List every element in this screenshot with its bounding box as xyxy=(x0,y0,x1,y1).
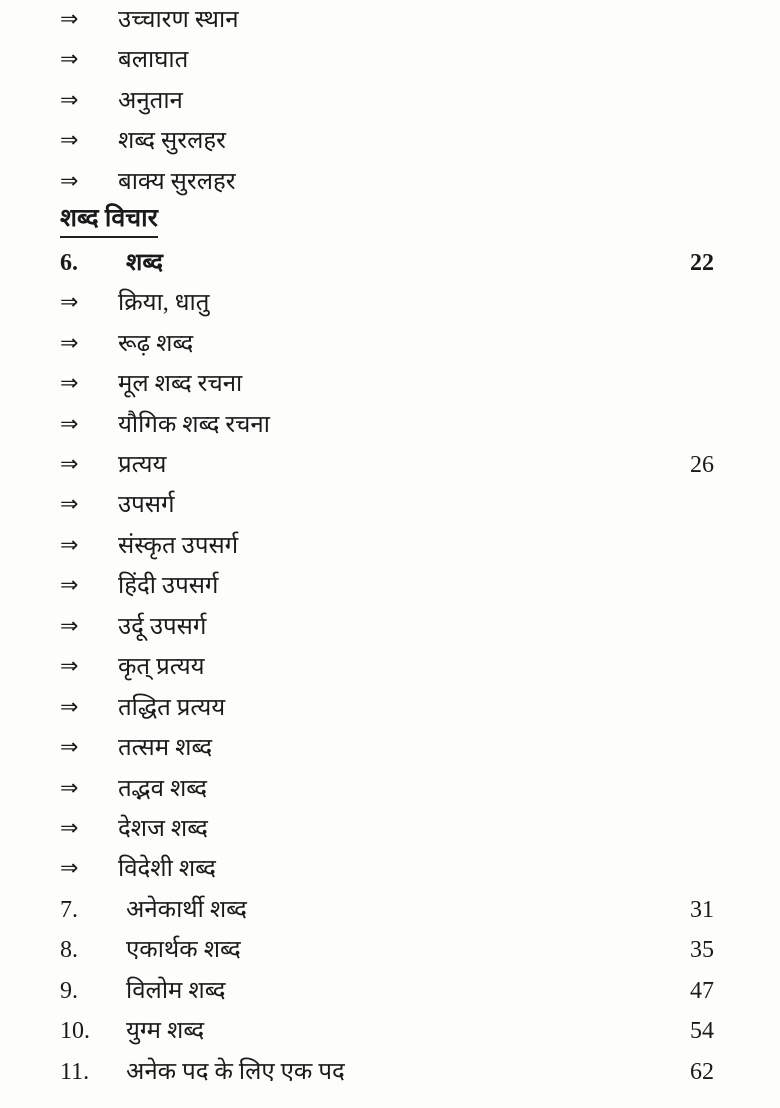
double-arrow-icon: ⇒ xyxy=(60,290,79,316)
toc-subtopic-entry xyxy=(0,81,780,121)
page-number: 35 xyxy=(690,937,714,964)
toc-subtopic-entry xyxy=(0,809,780,849)
entry-title: एकार्थक शब्द xyxy=(126,937,241,964)
section-heading xyxy=(0,202,780,242)
double-arrow-icon: ⇒ xyxy=(60,411,79,437)
entry-title: उच्चारण स्थान xyxy=(118,7,239,33)
chapter-number: 7. xyxy=(60,896,78,923)
toc-chapter-entry xyxy=(0,1052,780,1092)
chapter-number: 11. xyxy=(60,1058,90,1085)
toc-subtopic-entry xyxy=(0,364,780,404)
section-heading-label: शब्द विचार xyxy=(60,202,158,238)
entry-title: मूल शब्द रचना xyxy=(118,371,243,398)
double-arrow-icon: ⇒ xyxy=(60,87,79,113)
double-arrow-icon: ⇒ xyxy=(60,816,79,841)
chapter-number: 8. xyxy=(60,937,78,964)
toc-chapter-entry xyxy=(0,971,780,1011)
entry-title: शब्द xyxy=(126,249,164,276)
double-arrow-icon: ⇒ xyxy=(60,371,79,397)
entry-title: क्रिया, धातु xyxy=(118,290,210,317)
entry-title: युग्म शब्द xyxy=(126,1018,205,1045)
toc-subtopic-entry xyxy=(0,40,780,80)
double-arrow-icon: ⇒ xyxy=(60,775,79,801)
entry-title: विलोम शब्द xyxy=(126,977,226,1004)
toc-subtopic-entry xyxy=(0,283,780,323)
page-number: 54 xyxy=(690,1018,714,1045)
double-arrow-icon: ⇒ xyxy=(60,573,79,599)
entry-title: तद्धित प्रत्यय xyxy=(118,694,226,721)
entry-title: अनेकार्थी शब्द xyxy=(126,896,247,923)
page-number: 62 xyxy=(690,1058,714,1085)
entry-title: अनेक पद के लिए एक पद xyxy=(126,1058,345,1085)
double-arrow-icon: ⇒ xyxy=(60,128,79,154)
entry-title: कृत् प्रत्यय xyxy=(118,654,205,681)
toc-subtopic-entry xyxy=(0,566,780,606)
toc-subtopic-entry xyxy=(0,0,780,40)
toc-chapter-entry xyxy=(0,1011,780,1051)
double-arrow-icon: ⇒ xyxy=(60,47,79,73)
toc-subtopic-entry xyxy=(0,162,780,202)
toc-subtopic-entry xyxy=(0,728,780,768)
double-arrow-icon: ⇒ xyxy=(60,735,79,761)
double-arrow-icon: ⇒ xyxy=(60,492,79,518)
entry-title: अनुतान xyxy=(118,87,183,114)
entry-title: हिंदी उपसर्ग xyxy=(118,573,219,600)
toc-chapter-entry xyxy=(0,243,780,283)
entry-title: तत्सम शब्द xyxy=(118,735,213,762)
chapter-number: 10. xyxy=(60,1018,90,1045)
entry-title: तद्भव शब्द xyxy=(118,775,208,802)
entry-title: उपसर्ग xyxy=(118,492,175,519)
page-number: 47 xyxy=(690,977,714,1004)
entry-title: यौगिक शब्द रचना xyxy=(118,411,270,438)
entry-title: विदेशी शब्द xyxy=(118,856,216,883)
entry-title: शब्द सुरलहर xyxy=(118,128,226,155)
entry-title: रूढ़ शब्द xyxy=(118,330,194,357)
entry-title: बाक्य सुरलहर xyxy=(118,168,236,195)
toc-subtopic-entry xyxy=(0,769,780,809)
page-number: 22 xyxy=(690,249,714,276)
double-arrow-icon: ⇒ xyxy=(60,694,79,720)
entry-title: संस्कृत उपसर्ग xyxy=(118,532,239,559)
entry-title: बलाघात xyxy=(118,47,189,74)
chapter-number: 9. xyxy=(60,977,78,1004)
double-arrow-icon: ⇒ xyxy=(60,451,79,477)
toc-subtopic-entry xyxy=(0,688,780,728)
toc-subtopic-entry xyxy=(0,445,780,485)
double-arrow-icon: ⇒ xyxy=(60,7,79,32)
toc-chapter-entry xyxy=(0,890,780,930)
entry-title: प्रत्यय xyxy=(118,451,167,478)
toc-subtopic-entry xyxy=(0,121,780,161)
toc-subtopic-entry xyxy=(0,849,780,889)
entry-title: देशज शब्द xyxy=(118,816,208,842)
chapter-number: 6. xyxy=(60,249,78,276)
double-arrow-icon: ⇒ xyxy=(60,168,79,194)
page-number: 26 xyxy=(690,451,714,478)
entry-title: उर्दू उपसर्ग xyxy=(118,613,207,640)
toc-subtopic-entry xyxy=(0,485,780,525)
double-arrow-icon: ⇒ xyxy=(60,654,79,680)
double-arrow-icon: ⇒ xyxy=(60,532,79,558)
toc-subtopic-entry xyxy=(0,405,780,445)
toc-subtopic-entry xyxy=(0,324,780,364)
double-arrow-icon: ⇒ xyxy=(60,330,79,356)
toc-subtopic-entry xyxy=(0,526,780,566)
toc-chapter-entry xyxy=(0,930,780,970)
page-number: 31 xyxy=(690,896,714,923)
double-arrow-icon: ⇒ xyxy=(60,613,79,639)
toc-subtopic-entry xyxy=(0,607,780,647)
double-arrow-icon: ⇒ xyxy=(60,856,79,882)
toc-subtopic-entry xyxy=(0,647,780,687)
